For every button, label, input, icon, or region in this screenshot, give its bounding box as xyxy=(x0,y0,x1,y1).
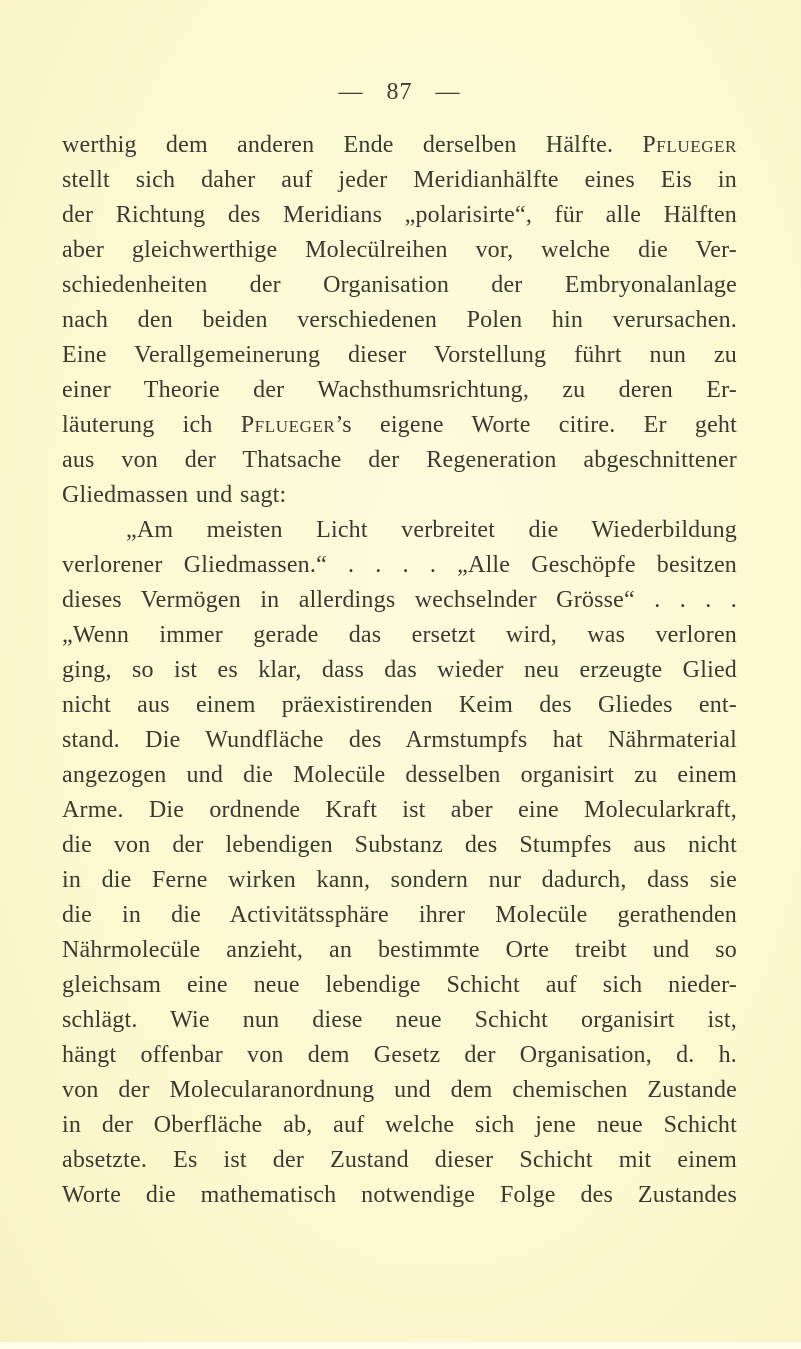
text-line xyxy=(62,1038,737,1073)
text-line xyxy=(62,548,737,583)
text-line xyxy=(62,758,737,793)
text-segment: ’s eigene Worte citire. Er geht xyxy=(335,412,737,438)
text-segment: aber gleichwerthige Molecülreihen vor, welche die Ver- xyxy=(62,237,737,263)
text-line xyxy=(62,338,737,373)
text-line xyxy=(62,233,737,268)
author-name-smallcaps: Pflueger xyxy=(240,412,336,438)
text-segment: läuterung ich xyxy=(62,412,241,438)
text-segment: werthig dem anderen Ende derselben Hälfte. xyxy=(62,132,643,158)
text-segment: die von der lebendigen Substanz des Stumpfes aus nicht xyxy=(62,832,737,858)
text-line xyxy=(62,828,737,863)
text-segment: absetzte. Es ist der Zustand dieser Schicht mit einem xyxy=(62,1147,737,1173)
page-text-block xyxy=(62,128,737,1213)
text-segment: stellt sich daher auf jeder Meridianhälfte eines Eis in xyxy=(62,167,737,193)
text-line xyxy=(62,863,737,898)
text-line xyxy=(62,898,737,933)
author-name-smallcaps: Pflueger xyxy=(642,132,737,158)
text-line xyxy=(62,933,737,968)
text-line xyxy=(62,968,737,1003)
text-line xyxy=(62,128,737,163)
text-line xyxy=(62,653,737,688)
text-segment: Nährmolecüle anzieht, an bestimmte Orte treibt und so xyxy=(62,937,737,963)
text-segment: in der Oberfläche ab, auf welche sich jene neue Schicht xyxy=(62,1112,737,1138)
text-segment: Arme. Die ordnende Kraft ist aber eine Molecularkraft, xyxy=(62,797,737,823)
text-line xyxy=(62,198,737,233)
text-segment: Worte die mathematisch notwendige Folge des Zustandes xyxy=(62,1182,737,1208)
text-segment: hängt offenbar von dem Gesetz der Organisation, d. h. xyxy=(62,1042,737,1068)
text-segment: von der Molecularanordnung und dem chemischen Zustande xyxy=(62,1077,737,1103)
text-line xyxy=(62,268,737,303)
text-line xyxy=(62,408,737,443)
text-segment: „Wenn immer gerade das ersetzt wird, was verloren xyxy=(62,622,737,648)
text-segment: verlorener Gliedmassen.“ . . . . „Alle Geschöpfe besitzen xyxy=(62,552,737,578)
text-segment: angezogen und die Molecüle desselben organisirt zu einem xyxy=(62,762,737,788)
text-segment: gleichsam eine neue lebendige Schicht auf sich nieder- xyxy=(62,972,737,998)
text-segment: aus von der Thatsache der Regeneration abgeschnittener xyxy=(62,447,737,473)
text-line xyxy=(62,618,737,653)
text-line xyxy=(62,688,737,723)
text-line xyxy=(62,373,737,408)
text-segment: Gliedmassen und sagt: xyxy=(62,482,287,508)
text-segment: schlägt. Wie nun diese neue Schicht organisirt ist, xyxy=(62,1007,737,1033)
text-line xyxy=(62,1178,737,1213)
text-line xyxy=(62,163,737,198)
text-segment: Eine Verallgemeinerung dieser Vorstellung führt nun zu xyxy=(62,342,737,368)
text-line xyxy=(62,583,737,618)
text-line xyxy=(62,478,737,513)
page-number: — 87 — xyxy=(338,79,461,105)
text-segment: einer Theorie der Wachsthumsrichtung, zu deren Er- xyxy=(62,377,737,403)
text-segment: schiedenheiten der Organisation der Embryonalanlage xyxy=(62,272,737,298)
text-line xyxy=(62,513,737,548)
text-line xyxy=(62,1143,737,1178)
text-segment: ging, so ist es klar, dass das wieder neu erzeugte Glied xyxy=(62,657,737,683)
text-line xyxy=(62,1108,737,1143)
text-line xyxy=(62,443,737,478)
text-line xyxy=(62,793,737,828)
text-line xyxy=(62,1003,737,1038)
text-segment: nicht aus einem präexistirenden Keim des Gliedes ent- xyxy=(62,692,737,718)
text-line xyxy=(62,1073,737,1108)
text-segment: nach den beiden verschiedenen Polen hin verursachen. xyxy=(62,307,737,333)
text-segment: in die Ferne wirken kann, sondern nur dadurch, dass sie xyxy=(62,867,737,893)
text-segment: „Am meisten Licht verbreitet die Wiederbildung xyxy=(126,517,737,543)
text-segment: der Richtung des Meridians „polarisirte“, für alle Hälften xyxy=(62,202,737,228)
text-segment: dieses Vermögen in allerdings wechselnder Grösse“ . . . . xyxy=(62,587,737,613)
text-line xyxy=(62,303,737,338)
text-segment: die in die Activitätssphäre ihrer Molecüle gerathenden xyxy=(62,902,737,928)
text-line xyxy=(62,723,737,758)
text-segment: stand. Die Wundfläche des Armstumpfs hat Nährmaterial xyxy=(62,727,737,753)
